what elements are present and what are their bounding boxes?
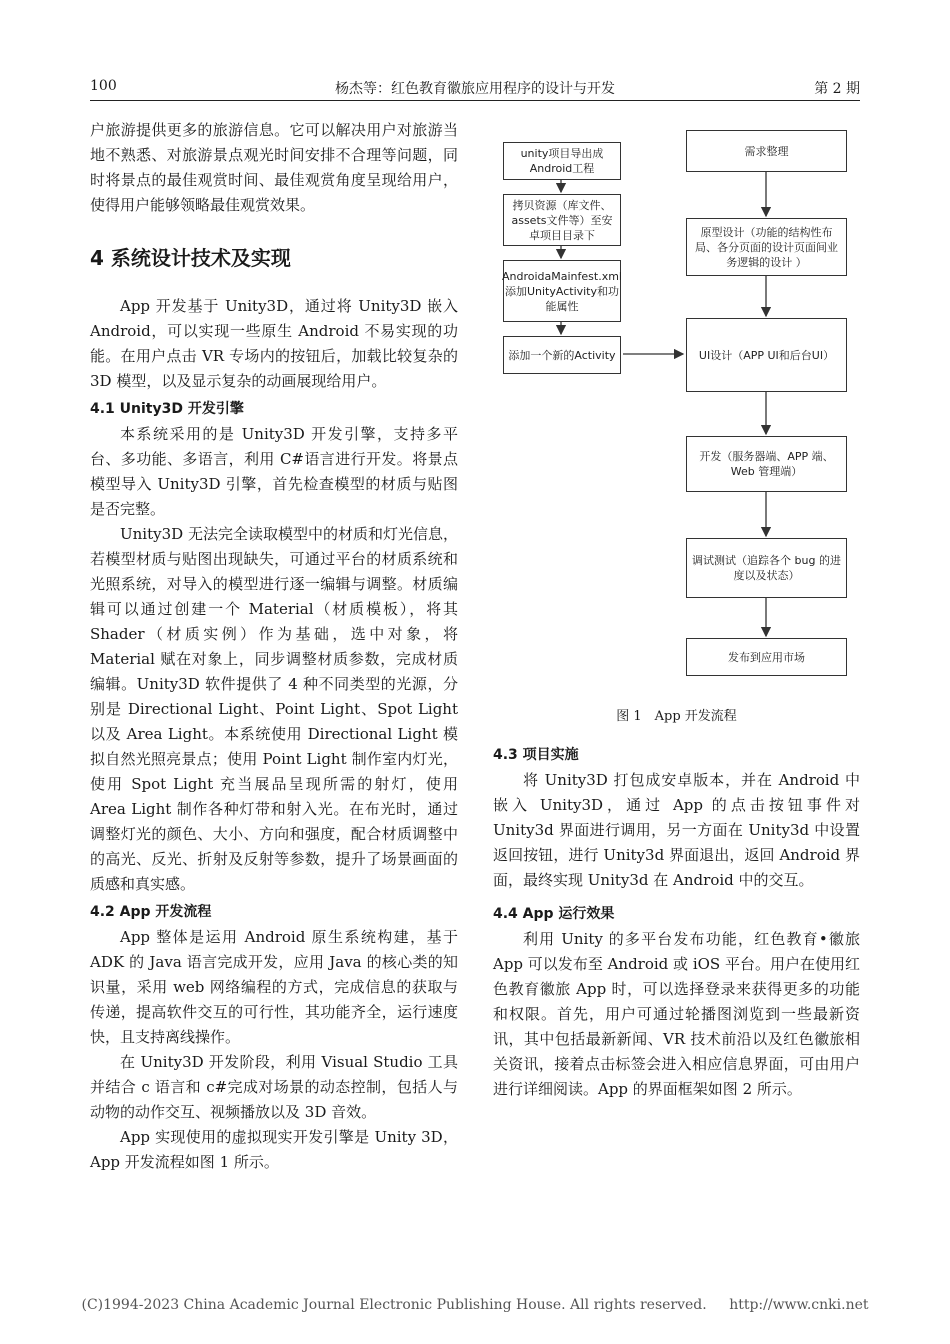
flow-box-manifest: AndroidaMainfest.xml添加UnityActivity和功能属性 <box>503 260 621 322</box>
flow-box-copy-resources: 拷贝资源（库文件、assets文件等）至安卓项目目录下 <box>503 194 621 246</box>
paragraph: 本系统采用的是 Unity3D 开发引擎，支持多平台、多功能、多语言，利用 C#语言进行开发。将景点模型导入 Unity3D 引擎，首先检查模型的材质与贴图是否完整。 <box>90 425 458 518</box>
subsection-heading-4-3: 4.3 项目实施 <box>493 747 579 763</box>
issue-number: 第 2 期 <box>814 81 860 97</box>
figure-caption: 图 1 App 开发流程 <box>616 709 737 724</box>
right-column <box>493 740 860 1102</box>
copyright-text: (C)1994-2023 China Academic Journal Electronic Publishing House. All rights reserved. <box>81 1297 707 1313</box>
subsection-heading-4-2: 4.2 App 开发流程 <box>90 904 212 920</box>
flow-box-requirements: 需求整理 <box>686 130 847 172</box>
figure-1-flowchart <box>493 128 860 688</box>
flow-box-development: 开发（服务器端、APP 端、Web 管理端） <box>686 436 847 492</box>
paragraph: 利用 Unity 的多平台发布功能，红色教育•徽旅 App 可以发布至 Android 或 iOS 平台。用户在使用红色教育徽旅 App 时，可以选择登录来获得更多的功能和权限。首先，用户可通过轮播图浏览到一些最新资讯，其中包括最新新闻、VR 技术前沿以及红色徽旅相关资讯，接着点击标签会进入相应信息界面，可由用户进行详细阅读。App 的界面框架如图 2 所示。 <box>493 930 860 1098</box>
cnki-url: http://www.cnki.net <box>729 1297 869 1313</box>
paragraph: App 实现使用的虚拟现实开发引擎是 Unity 3D，App 开发流程如图 1 所示。 <box>90 1128 458 1171</box>
flow-box-ui-design: UI设计（APP UI和后台UI） <box>686 318 847 392</box>
paragraph: 在 Unity3D 开发阶段，利用 Visual Studio 工具并结合 c 语言和 c#完成对场景的动态控制，包括人与动物的动作交互、视频播放以及 3D 音效。 <box>90 1053 458 1121</box>
running-header <box>90 74 860 101</box>
flow-box-prototype-design: 原型设计（功能的结构性布局、各分页面的设计页面间业务逻辑的设计 ） <box>686 218 847 276</box>
flow-box-testing: 调试测试（追踪各个 bug 的进度以及状态） <box>686 538 847 598</box>
subsection-heading-4-4: 4.4 App 运行效果 <box>493 906 615 922</box>
subsection-heading-4-1: 4.1 Unity3D 开发引擎 <box>90 401 244 417</box>
section-heading-4: 4 系统设计技术及实现 <box>90 246 291 270</box>
flow-box-publish: 发布到应用市场 <box>686 638 847 676</box>
copyright-footer <box>0 1297 950 1313</box>
paragraph: 将 Unity3D 打包成安卓版本，并在 Android 中嵌入 Unity3D，通过 App 的点击按钮事件对 Unity3d 界面进行调用，另一方面在 Unity3d 中设置返回按钮，进行 Unity3d 界面退出，返回 Android 界面，最终实现 Unity3d 在 Android 中的交互。 <box>493 771 860 889</box>
running-title: 杨杰等：红色教育徽旅应用程序的设计与开发 <box>335 81 615 97</box>
flow-box-new-activity: 添加一个新的Activity <box>503 336 621 374</box>
paragraph: Unity3D 无法完全读取模型中的材质和灯光信息，若模型材质与贴图出现缺失，可通过平台的材质系统和光照系统，对导入的模型进行逐一编辑与调整。材质编辑可以通过创建一个 Material（材质模板），将其 Shader（材质实例）作为基础，选中对象，将 Material 赋在对象上，同步调整材质参数，完成材质编辑。Unity3D 软件提供了 4 种不同类型的光源，分别是 Directional Light、Point Light、Spot Light 以及 Area Light。本系统使用 Directional Light 模拟自然光照亮景点；使用 Point Light 制作室内灯光，使用 Spot Light 充当展品呈现所需的射灯，使用 Area Light 制作各种灯带和射入光。在布光时，通过调整灯光的颜色、大小、方向和强度，配合材质调整中的高光、反光、折射及反射等参数，提升了场景画面的质感和真实感。 <box>90 525 458 893</box>
page-number: 100 <box>90 78 117 94</box>
paragraph: App 开发基于 Unity3D，通过将 Unity3D 嵌入 Android，可以实现一些原生 Android 不易实现的功能。在用户点击 VR 专场内的按钮后，加载比较复杂的 3D 模型，以及显示复杂的动画展现给用户。 <box>90 297 458 390</box>
paragraph-continued: 户旅游提供更多的旅游信息。它可以解决用户对旅游当地不熟悉、对旅游景点观光时间安排不合理等问题，同时将景点的最佳观赏时间、最佳观赏角度呈现给用户，使得用户能够领略最佳观赏效果。 <box>90 121 458 214</box>
paragraph: App 整体是运用 Android 原生系统构建，基于 ADK 的 Java 语言完成开发，应用 Java 的核心类的知识量，采用 web 网络编程的方式，完成信息的获取与传递，提高软件交互的可行性，其功能齐全，运行速度快，且支持离线操作。 <box>90 928 458 1046</box>
flow-box-export-android: unity项目导出成Android工程 <box>503 142 621 180</box>
left-column <box>90 118 458 1175</box>
